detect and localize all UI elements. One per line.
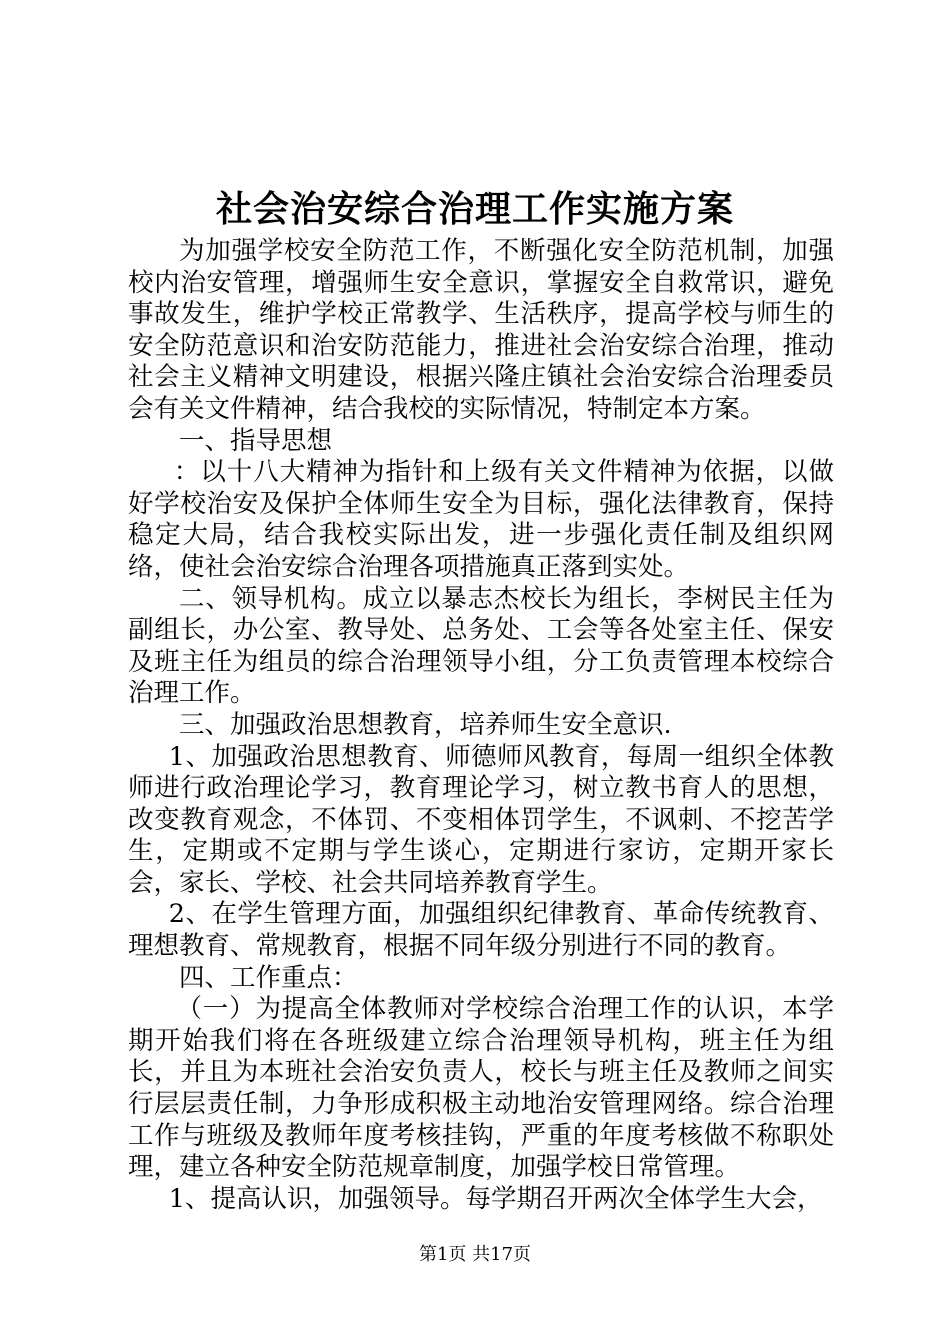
page-number-footer: 第1页 共17页 [418,1244,532,1265]
paragraph-item-1: 1、加强政治思想教育、师德师风教育，每周一组织全体教师进行政治理论学习，教育理论学习，树立教书育人的思想，改变教育观念，不体罚、不变相体罚学生，不讽刺、不挖苦学生，定期或不定期与学生谈心，定期进行家访，定期开家长会，家长、学校、社会共同培养教育学生。 [128,741,834,898]
paragraph-item-2: 2、在学生管理方面，加强组织纪律教育、革命传统教育、理想教育、常规教育，根据不同年级分别进行不同的教育。 [128,899,834,962]
heading-guiding-ideology: 一、指导思想 [179,425,333,456]
paragraph-focus-item-1: 1、提高认识，加强领导。每学期召开两次全体学生大会， [168,1183,823,1214]
paragraph-intro: 为加强学校安全防范工作，不断强化安全防范机制，加强校内治安管理，增强师生安全意识，掌握安全自救常识，避免事故发生，维护学校正常教学、生活秩序，提高学校与师生的安全防范意识和治安防范能力，推进社会治安综合治理，推动社会主义精神文明建设，根据兴隆庄镇社会治安综合治理委员会有关文件精神，结合我校的实际情况，特制定本方案。 [128,236,834,424]
document-body [128,236,834,1215]
paragraph-leadership: 二、领导机构。成立以暴志杰校长为组长，李树民主任为副组长，办公室、教导处、总务处、工会等各处室主任、保安及班主任为组员的综合治理领导小组，分工负责管理本校综合治理工作。 [128,583,834,709]
heading-work-focus: 四、工作重点： [179,962,358,993]
paragraph-focus-1: （一）为提高全体教师对学校综合治理工作的认识，本学期开始我们将在各班级建立综合治理领导机构，班主任为组长，并且为本班社会治安负责人，校长与班主任及教师之间实行层层责任制，力争形成积极主动地治安管理网络。综合治理工作与班级及教师年度考核挂钩，严重的年度考核做不称职处理，建立各种安全防范规章制度，加强学校日常管理。 [128,994,834,1183]
paragraph-guiding-ideology: ：以十八大精神为指针和上级有关文件精神为依据，以做好学校治安及保护全体师生安全为目标，强化法律教育，保持稳定大局，结合我校实际出发，进一步强化责任制及组织网络，使社会治安综合治理各项措施真正落到实处。 [128,457,834,582]
heading-political-education: 三、加强政治思想教育，培养师生安全意识. [179,709,672,740]
document-title: 社会治安综合治理工作实施方案 [215,188,734,230]
